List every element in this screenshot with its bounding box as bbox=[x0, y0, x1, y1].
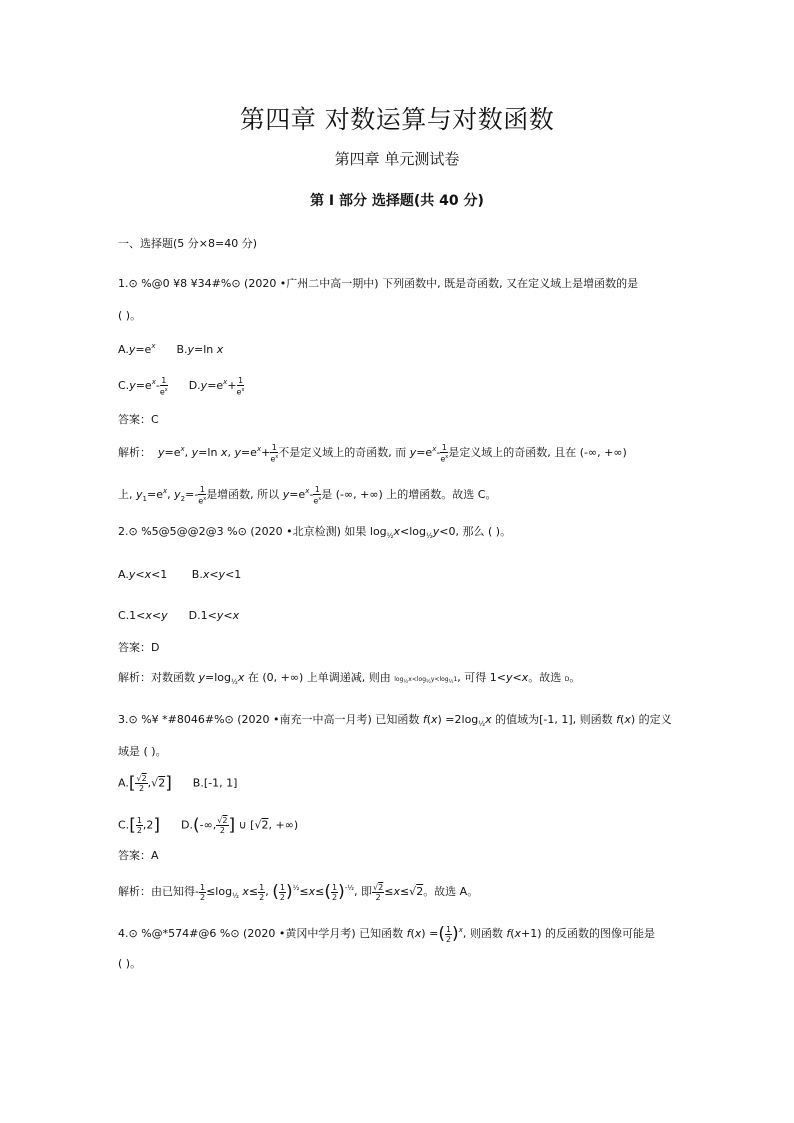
fraction: $\frac{1}{e^x}$ bbox=[159, 375, 168, 397]
q4-code: 4.⊙ %@*574#@6 %⊙ bbox=[118, 927, 240, 940]
fraction: $\frac{1}{2}$ bbox=[136, 816, 142, 835]
fraction: $\frac{1}{e^x}$ bbox=[198, 484, 207, 506]
q4-stem-line-1: 4.⊙ %@*574#@6 %⊙ (2020 •黄冈中学月考) 已知函数 f(x) =( $\frac{1}{2}$ )$^x$, 则函数 f(x+1) 的反函数的图像可能是 bbox=[118, 924, 656, 944]
q2-stem-line-1: 2.⊙ %5@5@@2@3 %⊙ (2020 •北京检测) 如果 $\log_{\frac{1}{2}}x<\log_{\frac{1}{2}}y<0$, 那么 ( )。 bbox=[118, 525, 512, 540]
q2-options-ab: A.y<x<1 B.x<y<1 bbox=[118, 568, 242, 581]
unit-title: 第四章 单元测试卷 bbox=[334, 150, 460, 168]
fraction: $\frac{1}{e^x}$ bbox=[270, 442, 279, 464]
q1-stem-line-1 bbox=[118, 276, 638, 292]
q3-options-ab: A.[ $\frac{√2}{2}$ ,√2] B.[-1, 1] bbox=[118, 773, 238, 794]
fraction: $\frac{1}{e^x}$ bbox=[313, 484, 322, 506]
q1-options-cd: $C.y=e^x-$ $\frac{1}{e^x}$ $D.y=e^x+$ $\frac{1}{e^x}$ bbox=[118, 375, 245, 397]
fraction: $\frac{√2}{2}$ bbox=[136, 774, 147, 793]
q2-code: 2.⊙ %5@5@@2@3 %⊙ bbox=[118, 525, 247, 538]
fraction: $\frac{1}{e^x}$ bbox=[440, 442, 449, 464]
part-title: 第 Ⅰ 部分 选择题(共 40 分) bbox=[310, 193, 484, 209]
fraction: $\frac{1}{2}$ bbox=[331, 882, 338, 902]
q1-stem: (2020 •广州二中高一期中) 下列函数中, 既是奇函数, 又在定义域上是增函数的是 bbox=[240, 277, 639, 290]
q1-answer: 答案：C bbox=[118, 413, 159, 426]
q1-code: 1.⊙ %@0 ¥8 ¥34#%⊙ bbox=[118, 277, 241, 290]
fraction: $\frac{1}{2}$ bbox=[445, 924, 452, 944]
q3-stem-line-1: 3.⊙ %¥ *#8046#%⊙ (2020 •南充一中高一月考) 已知函数 $f(x) =2\log_{\frac{1}{2}}x$ 的值域为[-1, 1], 则函数 f(x) 的定义 bbox=[118, 713, 672, 728]
q3-options-cd: C.[ $\frac{1}{2}$ ,2] D.(-∞, $\frac{√2}{2}$ ] ∪ [√2, +∞) bbox=[118, 815, 299, 836]
fraction: $\frac{1}{e^x}$ bbox=[236, 375, 245, 397]
section-heading: 一、选择题(5 分×8=40 分) bbox=[118, 237, 258, 250]
fraction: $\frac{1}{2}$ bbox=[199, 882, 206, 902]
q3-analysis: 解析：由已知得- $\frac{1}{2}$ $\le\log_{\frac{1}{2}}$ x≤ $\frac{1}{2}$ , ( $\frac{1}{2}$ )$^{\frac{1}{2}}$≤x≤( $\frac{1}{2}$ )$^{-\frac{1}{2}}$, 即 $\frac{√2}{2}$ ≤x≤√2。故选 A。 bbox=[118, 882, 479, 902]
q1-analysis-line-1: 解析： $y=e^x$, y=ln x, $y=e^x+$ $\frac{1}{e^x}$ 不是定义域上的奇函数, 而 $y=e^x-$ $\frac{1}{e^x}$ 是定义域上的奇函数, 且在 (-∞, +∞) bbox=[118, 442, 627, 464]
q2-options-cd: C.1<x<y D.1<y<x bbox=[118, 609, 240, 622]
q3-code: 3.⊙ %¥ *#8046#%⊙ bbox=[118, 713, 234, 726]
q2-answer: 答案：D bbox=[118, 641, 160, 654]
fraction: $\frac{1}{2}$ bbox=[259, 882, 265, 902]
q2-analysis: 解析：对数函数 $y=\log_{\frac{1}{2}}x$ 在 (0, +∞) 上单调递减, 则由 $\log_{\frac{1}{2}}x<\log_{\frac{1}{2}}y<\log_{\frac{1}{2}}1$, 可得 1<y<x。故选 D。 bbox=[118, 671, 581, 686]
q4-stem-line-2: ( )。 bbox=[118, 957, 142, 970]
q1-stem-line-2: ( )。 bbox=[118, 309, 142, 322]
q1-options-ab: $A.y=e^x$ B.y=ln x bbox=[118, 342, 224, 356]
fraction: $\frac{1}{2}$ bbox=[279, 882, 285, 902]
q3-stem-line-2: 域是 ( )。 bbox=[118, 745, 167, 758]
q3-answer: 答案：A bbox=[118, 849, 159, 862]
fraction: $\frac{√2}{2}$ bbox=[373, 882, 384, 902]
fraction: $\frac{√2}{2}$ bbox=[217, 816, 228, 835]
chapter-title: 第四章 对数运算与对数函数 bbox=[239, 105, 555, 134]
q1-analysis-line-2: 上, $y_1=e^x$, $y_2=-$ $\frac{1}{e^x}$ 是增函数, 所以 $y=e^x-$ $\frac{1}{e^x}$ 是 (-∞, +∞) 上的增函数。故选 C。 bbox=[118, 484, 497, 506]
